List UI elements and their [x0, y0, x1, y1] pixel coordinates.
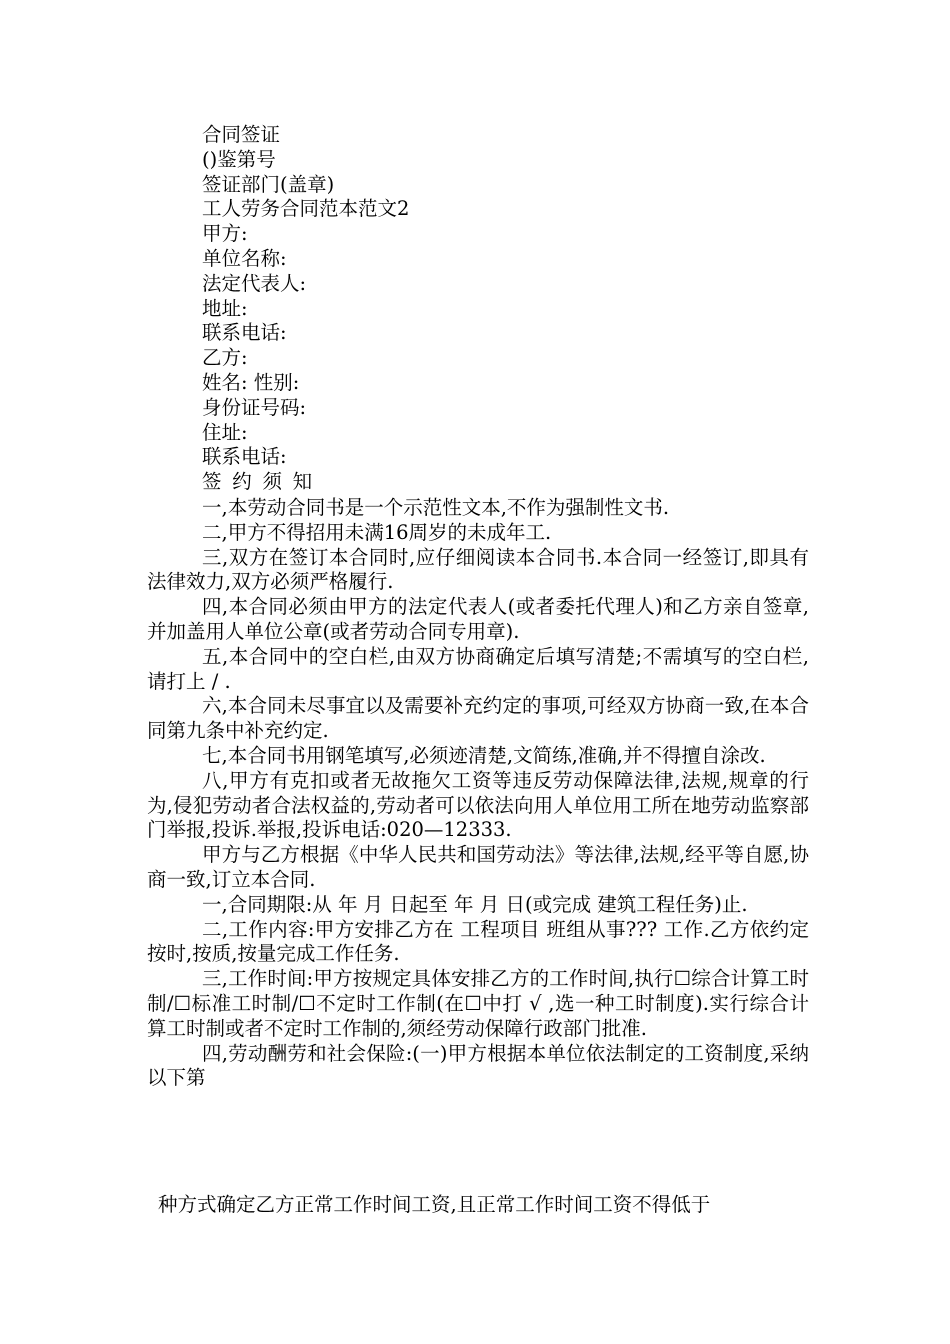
paragraph: 二,甲方不得招用未满16周岁的未成年工.	[202, 520, 552, 544]
header-line: 甲方:	[202, 222, 248, 246]
paragraph: 三,工作时间:甲方按规定具体安排乙方的工作时间,执行☐综合计算工时制/☐标准工时制/☐不定时工作制(在☐中打 √ ,选一种工时制度).实行综合计算工时制或者不定时工作制的,须经劳动保障行政部门批准.	[147, 967, 809, 1040]
paragraph: 七,本合同书用钢笔填写,必须迹清楚,文简练,准确,并不得擅自涂改.	[202, 743, 766, 767]
header-line: 住址:	[202, 420, 248, 444]
header-line: 单位名称:	[202, 246, 287, 270]
header-line: 签证部门(盖章)	[202, 172, 335, 196]
header-line: 联系电话:	[202, 445, 287, 469]
paragraph: 一,合同期限:从 年 月 日起至 年 月 日(或完成 建筑工程任务)止.	[202, 892, 748, 916]
paragraph: 一,本劳动合同书是一个示范性文本,不作为强制性文书.	[202, 496, 670, 519]
header-line: 身份证号码:	[202, 395, 307, 419]
paragraph: 三,双方在签订本合同时,应仔细阅读本合同书.本合同一经签订,即具有法律效力,双方必须严格履行.	[147, 545, 809, 594]
header-line: 姓名: 性别:	[202, 370, 300, 394]
contract-header	[147, 123, 809, 495]
paragraph: 五,本合同中的空白栏,由双方协商确定后填写清楚;不需填写的空白栏,请打上 / .	[147, 644, 809, 693]
paragraph: 甲方与乙方根据《中华人民共和国劳动法》等法律,法规,经平等自愿,协商一致,订立本合同.	[147, 843, 809, 891]
paragraph: 八,甲方有克扣或者无故拖欠工资等违反劳动保障法律,法规,规章的行为,侵犯劳动者合法权益的,劳动者可以依法向用人单位用工所在地劳动监察部门举报,投诉.举报,投诉电话:020—12333.	[147, 768, 809, 842]
header-line: 乙方:	[202, 346, 248, 370]
header-line: 地址:	[202, 296, 248, 320]
header-line: 联系电话:	[202, 321, 287, 345]
paragraph: 二,工作内容:甲方安排乙方在 工程项目 班组从事??? 工作.乙方依约定按时,按质,按量完成工作任务.	[147, 917, 809, 966]
notice-title: 签约须知	[202, 470, 323, 494]
header-line: 法定代表人:	[202, 271, 307, 295]
paragraph: 六,本合同未尽事宜以及需要补充约定的事项,可经双方协商一致,在本合同第九条中补充约定.	[147, 694, 809, 743]
header-line: ()鉴第号	[202, 147, 276, 171]
document-title: 工人劳务合同范本范文2	[202, 197, 410, 221]
paragraph: 四,本合同必须由甲方的法定代表人(或者委托代理人)和乙方亲自签章,并加盖用人单位公章(或者劳动合同专用章).	[147, 595, 809, 643]
contract-body	[147, 496, 809, 1091]
continuation-line: 种方式确定乙方正常工作时间工资,且正常工作时间工资不得低于	[158, 1193, 711, 1216]
header-line: 合同签证	[202, 123, 281, 146]
paragraph: 四,劳动酬劳和社会保险:(一)甲方根据本单位依法制定的工资制度,采纳以下第	[147, 1041, 809, 1090]
